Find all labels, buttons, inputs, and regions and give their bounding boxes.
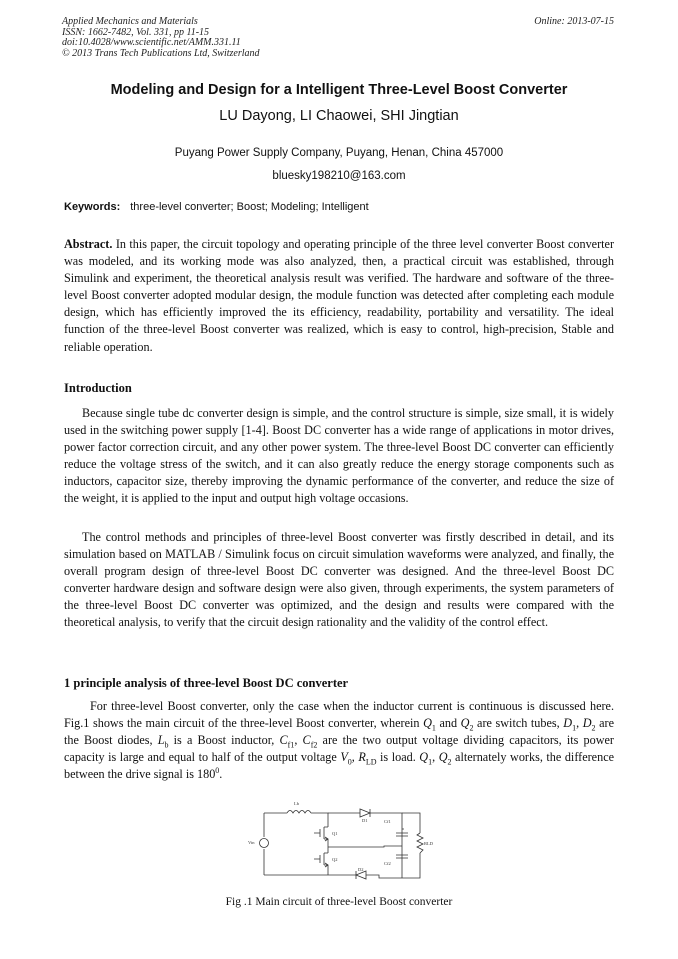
diode-d2 <box>356 871 366 879</box>
abstract-text: In this paper, the circuit topology and operating principle of the three level converter Boost converter was modeled, and its working mode was also analyzed, then, a practical circuit was established, through Simulink and experiment, the theoretical analysis result was verified. The hardware and software of the three-level Boost converter adopted modular design, the module function was detected after completing each module design, which has efficiently improved the its efficiency, readability, portability and versatility. The ideal function of the three-level Boost converter was realized, which is easy to control, high-precision, Stable and reliable operation. <box>64 237 615 354</box>
label-vin: Vin <box>248 840 255 845</box>
label-cf1: Cf1 <box>384 819 391 824</box>
section-1-heading: 1 principle analysis of three-level Boost DC converter <box>64 676 349 690</box>
paper-title: Modeling and Design for a Intelligent Three-Level Boost Converter <box>110 82 568 98</box>
doi-line: doi:10.4028/www.scientific.net/AMM.331.11 <box>62 37 241 48</box>
author-email: bluesky198210@163.com <box>272 170 406 182</box>
load-wire <box>402 813 420 878</box>
section-1-paragraph: For three-level Boost converter, only the case when the inductor current is continuous is discussed here. Fig.1 shows the main circuit of the three-level Boost converter, wherein $Q_1$ and $Q_2$ are switch tubes, $D_1$, $D_2$ are the Boost diodes, $L_b$ is a Boost inductor, $C_{f1}$, $C_{f2}$ are the two output voltage dividing capacitors, its power capacity is large and equal to half of the output voltage $V_0$, $R_{LD}$ is load. $Q_1$, $Q_2$ alternately works, the difference between the drive signal is $180^0$. <box>64 699 615 782</box>
online-date: Online: 2013-07-15 <box>534 16 614 27</box>
label-q2: Q2 <box>332 857 338 862</box>
circuit-diagram <box>244 793 434 888</box>
resistor-rld <box>417 833 423 853</box>
label-d1: D1 <box>362 818 368 823</box>
diode-d1 <box>360 809 370 817</box>
label-lb: Lb <box>294 801 299 806</box>
center-tap <box>328 846 402 847</box>
label-d2: D2 <box>358 867 364 872</box>
keywords <box>64 201 369 213</box>
journal-name: Applied Mechanics and Materials <box>62 16 198 27</box>
label-q1: Q1 <box>332 831 338 836</box>
switch-q2 <box>314 849 328 875</box>
abstract <box>64 236 614 356</box>
running-header <box>62 17 260 59</box>
bottom-wire-right <box>366 875 402 878</box>
issn-line: ISSN: 1662-7482, Vol. 331, pp 11-15 <box>62 26 210 38</box>
label-rld: RLD <box>424 841 433 846</box>
inductor-lb <box>287 811 311 814</box>
copyright-line: © 2013 Trans Tech Publications Ltd, Switzerland <box>62 47 260 59</box>
keywords-label: Keywords: <box>64 201 121 213</box>
label-cf2: Cf2 <box>384 861 391 866</box>
introduction-paragraph-1: Because single tube dc converter design is simple, and the control structure is simple, size small, it is widely used in the switching power supply [1-4]. Boost DC converter has a wide range of applications in motor drives, power factor correction circuit, and any other power system. The three-level Boost DC converter can efficiently reduce the voltage stress of the switch, and it can also greatly reduce the energy storage components such as inductors, capacitor size, thereby improving the dynamic performance of the converter, and reduce the size of the weight, it is applied to the input and output high voltage occasions. <box>64 406 614 506</box>
vin-source <box>260 839 269 848</box>
switch-q1 <box>314 823 328 845</box>
keywords-text: three-level converter; Boost; Modeling; Intelligent <box>130 201 369 213</box>
top-mid-wire <box>311 813 328 823</box>
introduction-paragraph-2: The control methods and principles of three-level Boost converter was firstly described in detail, and its simulation based on MATLAB / Simulink focus on circuit simulation waveforms were analyzed, and finally, the overall program design of three-level Boost DC converter was designed. And the three-level Boost DC converter hardware design and software design were also given, through experiments, the system parameters of the three-level Boost DC converter was optimized, and the design and results were compared with the theoretical analysis, to verify that the circuit design rationality and the validity of the control effect. <box>64 530 614 630</box>
figure-caption: Fig .1 Main circuit of three-level Boost converter <box>225 896 453 908</box>
affiliation: Puyang Power Supply Company, Puyang, Henan, China 457000 <box>174 147 504 159</box>
introduction-heading: Introduction <box>64 381 132 395</box>
paper-authors: LU Dayong, LI Chaowei, SHI Jingtian <box>219 108 459 124</box>
abstract-label: Abstract. <box>64 237 113 251</box>
